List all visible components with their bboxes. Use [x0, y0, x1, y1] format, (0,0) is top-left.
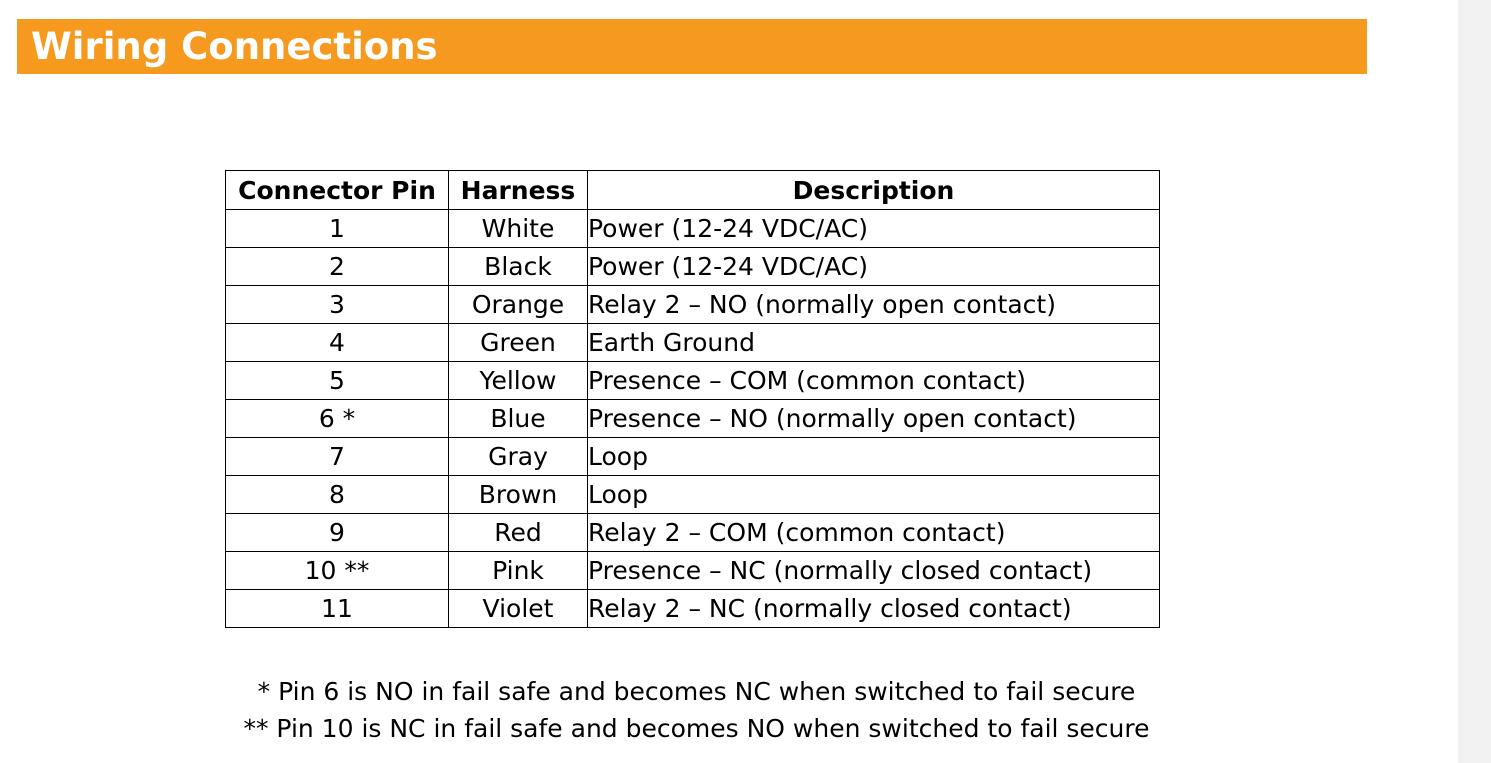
table-row — [226, 286, 1160, 324]
pin-cell: 1 — [226, 210, 449, 248]
table-row — [226, 514, 1160, 552]
footnotes — [225, 673, 1168, 747]
footnote-pin-6: * Pin 6 is NO in fail safe and becomes NC when switched to fail secure — [257, 677, 1136, 706]
description-cell: Loop — [588, 438, 1160, 476]
wiring-table — [225, 170, 1160, 628]
harness-cell: Pink — [449, 552, 588, 590]
table-row — [226, 362, 1160, 400]
table-row — [226, 476, 1160, 514]
description-cell: Earth Ground — [588, 324, 1160, 362]
table-row — [226, 210, 1160, 248]
description-cell: Presence – NO (normally open contact) — [588, 400, 1160, 438]
harness-cell: Yellow — [449, 362, 588, 400]
footnote-pin-10: ** Pin 10 is NC in fail safe and becomes NO when switched to fail secure — [243, 714, 1150, 743]
description-cell: Power (12-24 VDC/AC) — [588, 210, 1160, 248]
harness-cell: Black — [449, 248, 588, 286]
pin-cell: 3 — [226, 286, 449, 324]
section-title-bar — [17, 19, 1367, 74]
description-cell: Loop — [588, 476, 1160, 514]
pin-cell: 2 — [226, 248, 449, 286]
description-cell: Relay 2 – COM (common contact) — [588, 514, 1160, 552]
harness-cell: Brown — [449, 476, 588, 514]
pin-cell: 7 — [226, 438, 449, 476]
description-cell: Presence – COM (common contact) — [588, 362, 1160, 400]
pin-cell: 11 — [226, 590, 449, 628]
pin-cell: 10 ** — [226, 552, 449, 590]
harness-cell: Violet — [449, 590, 588, 628]
column-header-harness: Harness — [449, 171, 588, 210]
harness-cell: Red — [449, 514, 588, 552]
harness-cell: Green — [449, 324, 588, 362]
pin-cell: 4 — [226, 324, 449, 362]
pin-cell: 5 — [226, 362, 449, 400]
table-row — [226, 552, 1160, 590]
description-cell: Relay 2 – NC (normally closed contact) — [588, 590, 1160, 628]
table-row — [226, 590, 1160, 628]
column-header-description: Description — [588, 171, 1160, 210]
harness-cell: Gray — [449, 438, 588, 476]
pin-cell: 8 — [226, 476, 449, 514]
table-header-row — [226, 171, 1160, 210]
pin-cell: 6 * — [226, 400, 449, 438]
section-title: Wiring Connections — [31, 25, 438, 68]
table-row — [226, 248, 1160, 286]
table-row — [226, 438, 1160, 476]
viewer-margin — [1458, 0, 1491, 763]
table-row — [226, 400, 1160, 438]
harness-cell: White — [449, 210, 588, 248]
harness-cell: Orange — [449, 286, 588, 324]
table-row — [226, 324, 1160, 362]
description-cell: Presence – NC (normally closed contact) — [588, 552, 1160, 590]
description-cell: Relay 2 – NO (normally open contact) — [588, 286, 1160, 324]
harness-cell: Blue — [449, 400, 588, 438]
pin-cell: 9 — [226, 514, 449, 552]
description-cell: Power (12-24 VDC/AC) — [588, 248, 1160, 286]
column-header-connector-pin: Connector Pin — [226, 171, 449, 210]
